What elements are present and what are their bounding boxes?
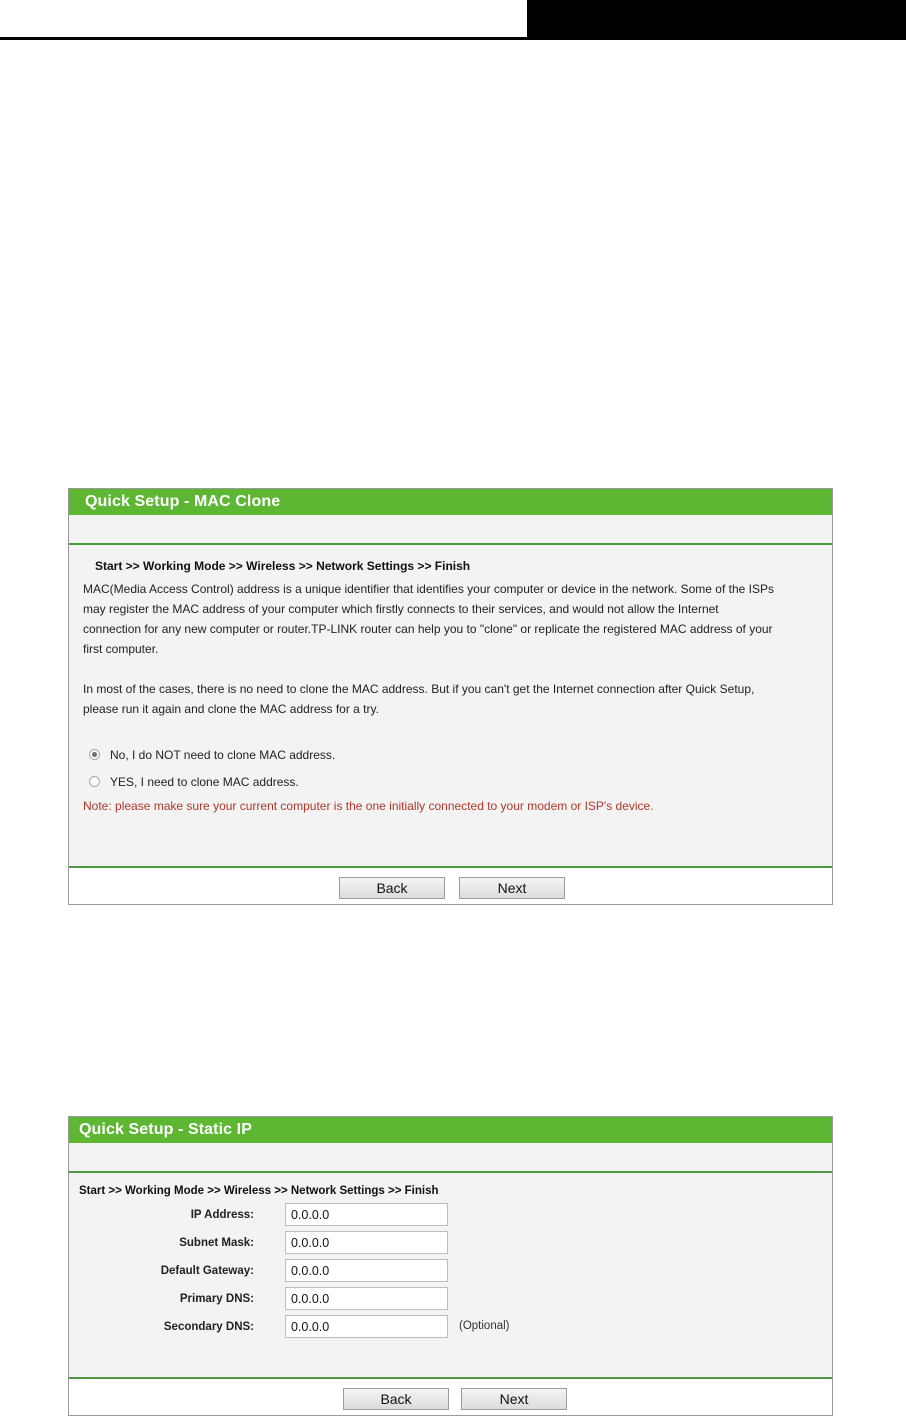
mac-hint-line: please run it again and clone the MAC address for a try. xyxy=(83,702,379,716)
option-no-clone-label: No, I do NOT need to clone MAC address. xyxy=(110,747,336,762)
option-yes-clone[interactable] xyxy=(89,768,824,795)
static-ip-title-strip xyxy=(69,1143,832,1173)
optional-label: (Optional) xyxy=(459,1320,510,1332)
ip-address-row xyxy=(79,1203,824,1231)
static-ip-button-bar xyxy=(69,1377,832,1415)
breadcrumb: Start >> Working Mode >> Wireless >> Network Settings >> Finish xyxy=(95,559,471,573)
radio-yes-clone[interactable] xyxy=(89,776,100,787)
default-gateway-input[interactable] xyxy=(285,1259,448,1282)
primary-dns-label: Primary DNS: xyxy=(179,1293,254,1305)
default-gateway-row xyxy=(79,1259,824,1287)
mac-description-line: connection for any new computer or router.TP-LINK router can help you to "clone" or replicate the registered MAC address of your xyxy=(83,622,773,636)
secondary-dns-input[interactable] xyxy=(285,1315,448,1338)
mac-clone-button-bar xyxy=(69,866,832,904)
mac-description xyxy=(83,579,824,719)
radio-no-clone[interactable] xyxy=(89,749,100,760)
subnet-mask-input[interactable] xyxy=(285,1231,448,1254)
static-ip-body xyxy=(69,1173,832,1343)
mac-description-line: first computer. xyxy=(83,642,159,656)
static-ip-title: Quick Setup - Static IP xyxy=(69,1117,832,1143)
ip-address-input[interactable] xyxy=(285,1203,448,1226)
subnet-mask-label: Subnet Mask: xyxy=(179,1237,254,1249)
mac-clone-body xyxy=(69,545,832,813)
page-header-rule xyxy=(0,37,906,40)
mac-clone-title: Quick Setup - MAC Clone xyxy=(69,489,832,515)
subnet-mask-row xyxy=(79,1231,824,1259)
breadcrumb: Start >> Working Mode >> Wireless >> Network Settings >> Finish xyxy=(79,1185,439,1197)
static-ip-panel xyxy=(68,1116,833,1416)
next-button[interactable]: Next xyxy=(459,877,565,899)
mac-clone-title-strip xyxy=(69,515,832,545)
ip-address-label: IP Address: xyxy=(190,1209,254,1221)
option-yes-clone-label: YES, I need to clone MAC address. xyxy=(110,774,299,789)
default-gateway-label: Default Gateway: xyxy=(160,1265,254,1277)
mac-hint-line: In most of the cases, there is no need to clone the MAC address. But if you can't get the Internet connection after Quick Setup, xyxy=(83,682,755,696)
mac-description-line: may register the MAC address of your computer which firstly connects to their services, and would not allow the Internet xyxy=(83,602,719,616)
secondary-dns-row xyxy=(79,1315,824,1343)
next-button[interactable]: Next xyxy=(461,1388,567,1410)
mac-clone-panel xyxy=(68,488,833,905)
back-button[interactable]: Back xyxy=(343,1388,449,1410)
page-header-block xyxy=(527,0,906,39)
option-no-clone[interactable] xyxy=(89,741,824,768)
primary-dns-row xyxy=(79,1287,824,1315)
mac-description-line: MAC(Media Access Control) address is a unique identifier that identifies your computer or device in the network. Some of the ISPs xyxy=(83,582,774,596)
secondary-dns-label: Secondary DNS: xyxy=(163,1321,254,1333)
back-button[interactable]: Back xyxy=(339,877,445,899)
mac-clone-note: Note: please make sure your current computer is the one initially connected to your modem or ISP's device. xyxy=(83,799,654,813)
primary-dns-input[interactable] xyxy=(285,1287,448,1310)
